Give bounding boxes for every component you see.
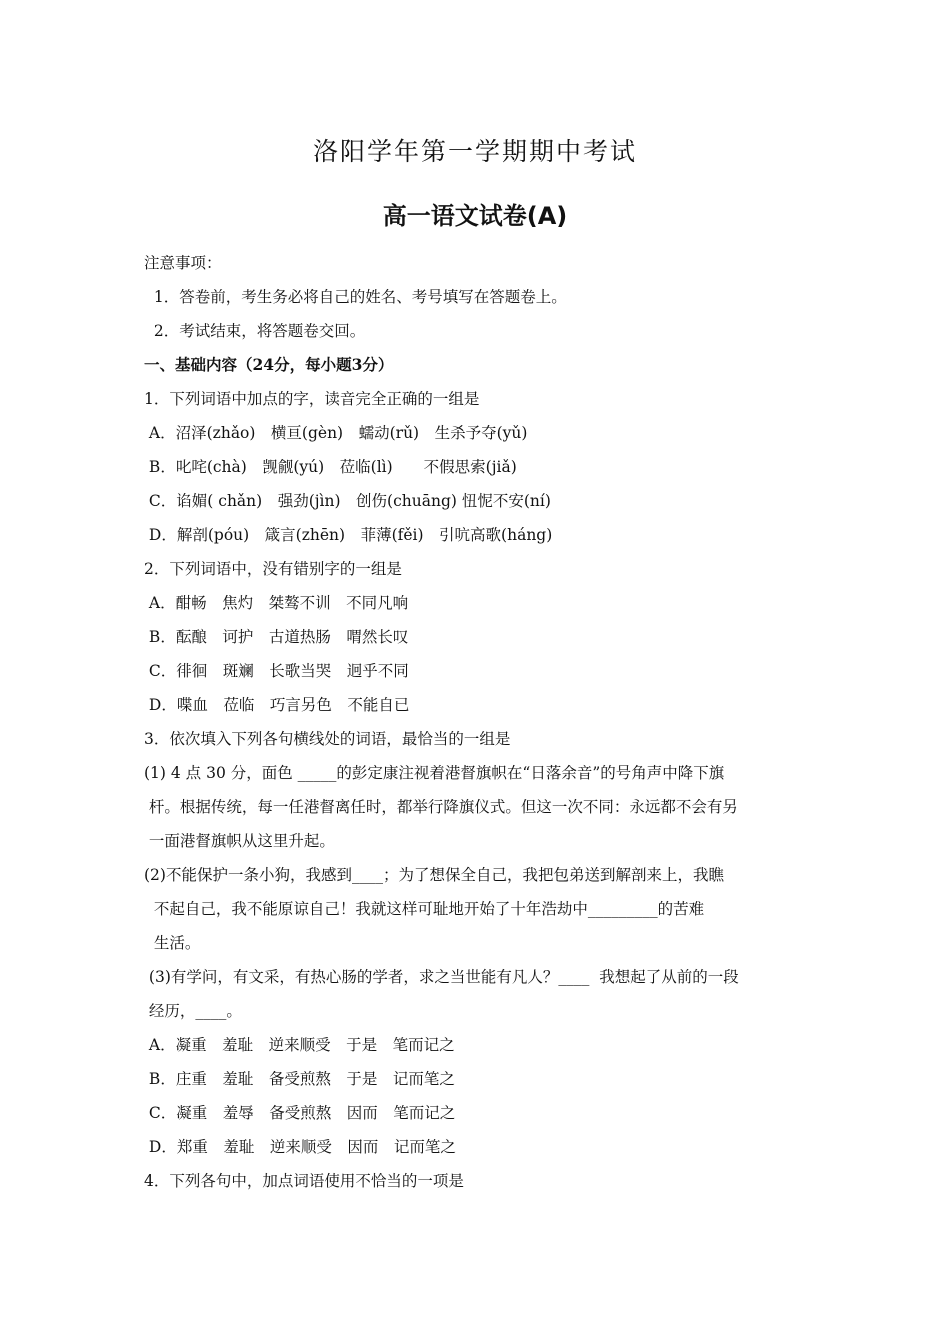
section-heading: 一、基础内容（24分，每小题3分） [144, 355, 394, 374]
question-1: 1．下列词语中加点的字，读音完全正确的一组是 [144, 390, 480, 408]
option: A．酣畅 焦灼 桀骜不训 不同凡响 [144, 594, 409, 612]
option: D．喋血 莅临 巧言另色 不能自已 [144, 696, 410, 714]
option: C．徘徊 斑斓 长歌当哭 迥乎不同 [144, 662, 409, 680]
passage-line: (1) 4 点 30 分，面色 _____的彭定康注视着港督旗帜在“日落余音”的号角声中降下旗 [144, 764, 725, 782]
option: B．酝酿 诃护 古道热肠 喟然长叹 [144, 628, 409, 646]
passage-line: 经历，____。 [144, 1002, 242, 1020]
option: B．叱咤(chà) 觊觎(yú) 莅临(lì) 不假思索(jiǎ) [144, 458, 517, 476]
question-3: 3．依次填入下列各句横线处的词语，最恰当的一组是 [144, 730, 511, 748]
option: A．沼泽(zhǎo) 横亘(gèn) 蠕动(rǔ) 生杀予夺(yǔ) [144, 424, 528, 442]
passage-line: 杆。根据传统，每一任港督离任时，都举行降旗仪式。但这一次不同：永远都不会有另 [144, 798, 738, 816]
question-2: 2．下列词语中，没有错别字的一组是 [144, 560, 402, 578]
option: D．郑重 羞耻 逆来顺受 因而 记而笔之 [144, 1138, 456, 1156]
passage-line: (2)不能保护一条小狗，我感到____；为了想保全自己，我把包弟送到解剖来上，我瞧 [144, 866, 724, 884]
passage-line: 生活。 [144, 934, 201, 952]
passage-line: 一面港督旗帜从这里升起。 [144, 832, 335, 850]
exam-title: 洛阳学年第一学期期中考试 [312, 137, 637, 166]
option: D．解剖(póu) 箴言(zhēn) 菲薄(fěi) 引吭高歌(háng) [144, 526, 553, 544]
passage-line: 不起自己，我不能原谅自己！我就这样可耻地开始了十年浩劫中_________的苦难 [144, 900, 705, 918]
notice-item: 1．答卷前，考生务必将自己的姓名、考号填写在答题卷上。 [144, 288, 567, 306]
exam-subtitle: 高一语文试卷(A) [382, 202, 568, 230]
option: B．庄重 羞耻 备受煎熬 于是 记而笔之 [144, 1070, 455, 1088]
notice-heading: 注意事项： [144, 254, 222, 272]
question-4: 4．下列各句中，加点词语使用不恰当的一项是 [144, 1172, 464, 1190]
option: C．凝重 羞辱 备受煎熬 因而 笔而记之 [144, 1104, 456, 1122]
passage-line: (3)有学问，有文采，有热心肠的学者，求之当世能有凡人？____ 我想起了从前的一段 [144, 968, 739, 986]
option: A．凝重 羞耻 逆来顺受 于是 笔而记之 [144, 1036, 455, 1054]
notice-item: 2．考试结束，将答题卷交回。 [144, 322, 366, 340]
option: C．谄媚( chǎn) 强劲(jìn) 创伤(chuāng) 忸怩不安(ní) [144, 492, 551, 510]
